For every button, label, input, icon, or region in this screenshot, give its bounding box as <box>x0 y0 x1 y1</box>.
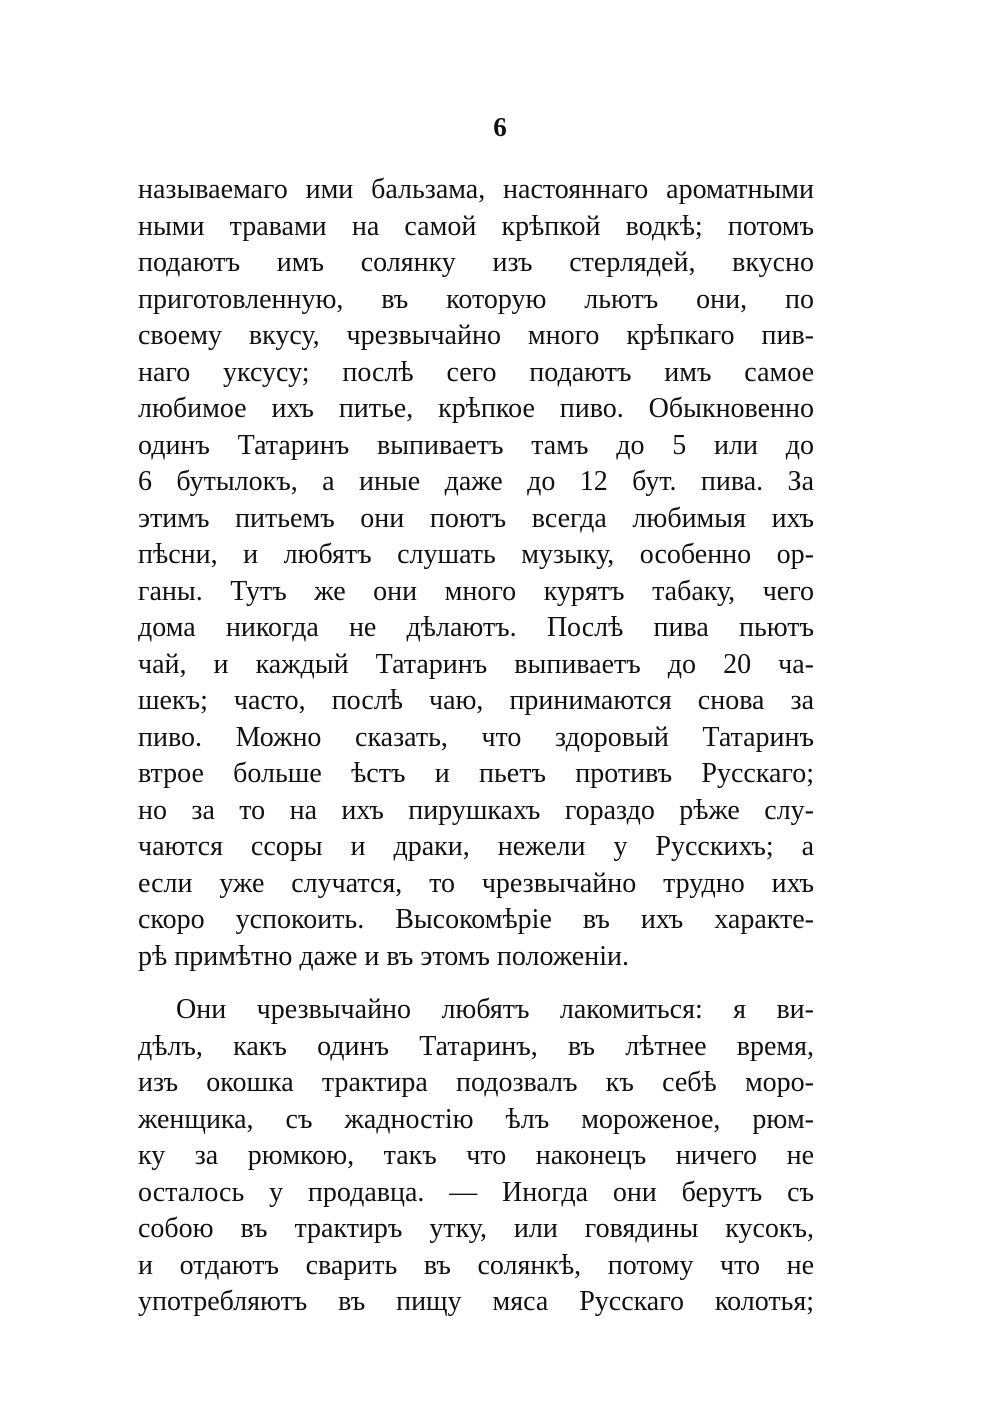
text-line: Они чрезвычайно любятъ лакомиться: я ви- <box>176 994 814 1025</box>
page-number: 6 <box>493 112 507 142</box>
text-line: подаютъ имъ солянку изъ стерлядей, вкусно <box>138 247 814 278</box>
text-line: рѣ примѣтно даже и въ этомъ положеніи. <box>138 940 629 972</box>
text-line: 6 бутылокъ, а иные даже до 12 бут. пива. За <box>138 466 814 497</box>
text-line: собою въ трактиръ утку, или говядины кусокъ, <box>138 1213 814 1244</box>
text-line: осталось у продавца. — Иногда они берутъ съ <box>138 1176 814 1208</box>
text-line: ку за рюмкою, такъ что наконецъ ничего не <box>138 1140 814 1171</box>
text-line: чаются ссоры и драки, нежели у Русскихъ; а <box>138 831 814 862</box>
text-line: дома никогда не дѣлаютъ. Послѣ пива пьютъ <box>138 612 814 643</box>
text-line: если уже случатся, то чрезвычайно трудно ихъ <box>138 867 814 899</box>
paragraph <box>138 992 814 1321</box>
text-line: этимъ питьемъ они поютъ всегда любимыя ихъ <box>138 502 814 534</box>
text-line: одинъ Татаринъ выпиваетъ тамъ до 5 или до <box>138 429 814 461</box>
text-line: приготовленную, въ которую льютъ они, по <box>138 283 814 315</box>
text-line: называемаго ими бальзама, настояннаго ароматными <box>138 174 814 205</box>
text-line: пиво. Можно сказать, что здоровый Татаринъ <box>138 721 814 753</box>
text-line: изъ окошка трактира подозвалъ къ себѣ моро- <box>138 1067 814 1098</box>
text-line: но за то на ихъ пирушкахъ гораздо рѣже слу- <box>138 794 814 826</box>
text-line: наго уксусу; послѣ сего подаютъ имъ самое <box>138 356 814 388</box>
paragraph-gap <box>138 975 814 992</box>
text-line: шекъ; часто, послѣ чаю, принимаются снова за <box>138 685 814 716</box>
text-line: втрое больше ѣстъ и пьетъ противъ Русскаго; <box>138 758 814 789</box>
text-line: употребляютъ въ пищу мяса Русскаго колотья; <box>138 1286 814 1317</box>
text-line: женщика, съ жадностію ѣлъ мороженое, рюм- <box>138 1103 814 1135</box>
text-line: скоро успокоить. Высокомѣріе въ ихъ характе- <box>138 904 814 935</box>
text-line: ными травами на самой крѣпкой водкѣ; потомъ <box>138 210 814 242</box>
text-line: любимое ихъ питье, крѣпкое пиво. Обыкновенно <box>138 393 814 424</box>
text-line: и отдаютъ сварить въ солянкѣ, потому что не <box>138 1249 814 1281</box>
text-line: чай, и каждый Татаринъ выпиваетъ до 20 ча- <box>138 648 814 680</box>
text-line: своему вкусу, чрезвычайно много крѣпкаго пив- <box>138 320 814 351</box>
text-line: пѣсни, и любятъ слушать музыку, особенно ор- <box>138 539 814 570</box>
text-line: дѣлъ, какъ одинъ Татаринъ, въ лѣтнее время, <box>138 1030 814 1062</box>
text-line: ганы. Тутъ же они много курятъ табаку, чего <box>138 575 814 607</box>
page-text <box>138 172 814 1321</box>
paragraph <box>138 172 814 975</box>
